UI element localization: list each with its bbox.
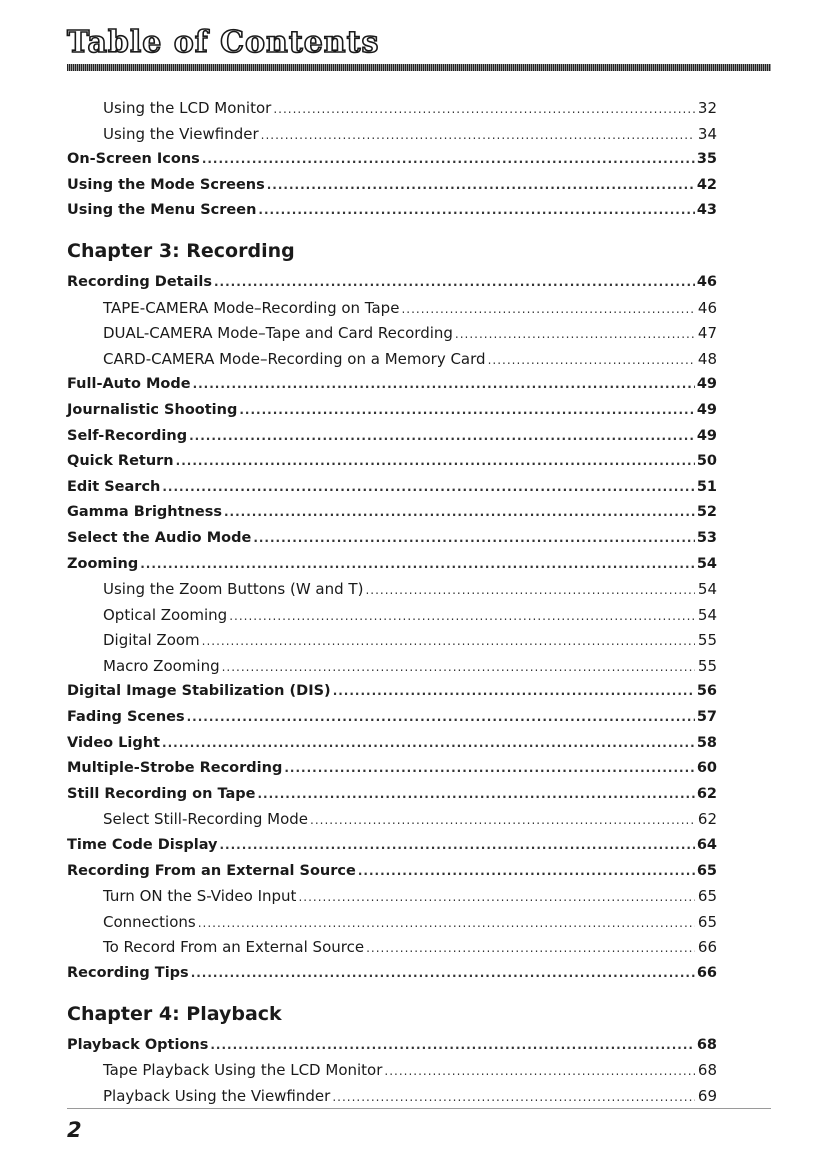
toc-entry (67, 833, 717, 859)
dot-leader (224, 500, 695, 526)
toc-entry-page: 47 (697, 324, 717, 343)
footer-rule (67, 1108, 771, 1109)
toc-entry-page: 50 (696, 453, 717, 470)
dot-leader (258, 198, 694, 224)
toc-entry (67, 398, 717, 424)
dot-leader (198, 911, 695, 937)
toc-entry-page: 35 (696, 151, 717, 168)
toc-entry-label: Digital Zoom (103, 631, 200, 650)
toc-entry-page: 66 (697, 938, 717, 957)
toc-entry (67, 756, 717, 782)
dot-leader (365, 578, 695, 604)
toc-entry-label: Self-Recording (67, 427, 188, 444)
dot-leader (384, 1059, 695, 1085)
toc-entry-page: 48 (697, 349, 717, 368)
toc-subentry (67, 654, 717, 680)
toc-entry-page: 46 (697, 298, 717, 317)
toc-entry-label: Playback Options (67, 1036, 209, 1053)
toc-entry-page: 54 (696, 555, 717, 572)
dot-leader (366, 936, 695, 962)
toc-entry (67, 147, 717, 173)
toc-entry-page: 68 (696, 1036, 717, 1053)
dot-leader (202, 147, 695, 173)
toc-entry-page: 57 (696, 709, 717, 726)
dot-leader (176, 449, 695, 475)
toc-entry-label: Digital Image Stabilization (DIS) (67, 683, 331, 700)
toc-entry-page: 68 (697, 1061, 717, 1080)
toc-entry-label: Select the Audio Mode (67, 529, 252, 546)
toc-subentry (67, 910, 717, 936)
toc-entry-label: Fading Scenes (67, 709, 185, 726)
toc-subentry (67, 321, 717, 347)
toc-entry (67, 424, 717, 450)
toc-entry-page: 54 (697, 605, 717, 624)
dot-leader (193, 372, 695, 398)
toc-entry-label: Using the LCD Monitor (103, 99, 272, 117)
toc-entry (67, 372, 717, 398)
toc-entry-page: 56 (696, 683, 717, 700)
toc-entry-page: 58 (696, 734, 717, 751)
toc-entry-label: Using the Viewfinder (103, 124, 259, 143)
dot-leader (455, 322, 695, 348)
toc-entry-page: 62 (697, 810, 717, 829)
toc-entry (67, 679, 717, 705)
toc-entry (67, 1033, 717, 1059)
toc-entry-page: 52 (696, 504, 717, 521)
toc-entry-page: 65 (696, 862, 717, 879)
toc-subentry (67, 1084, 717, 1110)
toc-entry-page: 65 (697, 887, 717, 906)
dot-leader (333, 679, 695, 705)
toc-entry-page: 60 (696, 760, 717, 777)
toc-entry-label: Tape Playback Using the LCD Monitor (103, 1061, 383, 1080)
toc-subentry (67, 347, 717, 373)
toc-entry-label: Gamma Brightness (67, 504, 222, 521)
toc-entry (67, 449, 717, 475)
toc-subentry (67, 296, 717, 322)
toc-entry-label: Multiple-Strobe Recording (67, 760, 283, 777)
toc-entry (67, 475, 717, 501)
toc-entry (67, 705, 717, 731)
dot-leader (332, 1085, 695, 1111)
chapter-heading: Chapter 4: Playback (67, 1002, 282, 1025)
toc-entry-label: Optical Zooming (103, 605, 228, 624)
dot-leader (191, 961, 695, 987)
dot-leader (189, 424, 695, 450)
dot-leader (222, 655, 695, 681)
dot-leader (298, 885, 695, 911)
toc-entry-label: CARD-CAMERA Mode–Recording on a Memory Card (103, 349, 486, 368)
toc-entry-label: Time Code Display (67, 837, 218, 854)
toc-entry-page: 55 (697, 656, 717, 675)
toc-entry-label: Using the Menu Screen (67, 202, 257, 219)
toc-entry (67, 731, 717, 757)
toc-entry-label: TAPE-CAMERA Mode–Recording on Tape (103, 298, 400, 317)
toc-entry (67, 552, 717, 578)
toc-entry-page: 34 (697, 124, 717, 143)
toc-entry-page: 49 (696, 401, 717, 418)
toc-entry-label: DUAL-CAMERA Mode–Tape and Card Recording (103, 324, 453, 343)
toc-entry-label: Recording From an External Source (67, 862, 356, 879)
toc-entry-page: 66 (696, 965, 717, 981)
toc-entry-label: Edit Search (67, 478, 161, 495)
toc-entry-label: Full-Auto Mode (67, 376, 191, 393)
toc-entry (67, 859, 717, 885)
toc-entry-label: Still Recording on Tape (67, 785, 256, 802)
toc-entry-label: Select Still-Recording Mode (103, 810, 309, 829)
toc-entry-page: 64 (696, 837, 717, 854)
dot-leader (267, 173, 695, 199)
page-number: 2 (67, 1118, 82, 1142)
toc-entry-page: 62 (696, 785, 717, 802)
toc-entry-page: 69 (697, 1086, 717, 1105)
toc-subentry (67, 603, 717, 629)
dot-leader (210, 1033, 694, 1059)
toc-entry-page: 49 (696, 376, 717, 393)
chapter-heading: Chapter 3: Recording (67, 239, 295, 262)
toc-entry (67, 782, 717, 808)
dot-leader (310, 808, 695, 834)
dot-leader (284, 756, 694, 782)
dot-leader (239, 398, 694, 424)
dot-leader (229, 604, 695, 630)
toc-entry-page: 49 (696, 427, 717, 444)
dot-leader (220, 833, 695, 859)
toc-subentry (67, 122, 717, 148)
title-rule (67, 64, 771, 71)
toc-entry-page: 32 (697, 99, 717, 117)
dot-leader (261, 123, 695, 149)
toc-entry-page: 43 (696, 202, 717, 219)
dot-leader (488, 348, 695, 374)
toc-entry-label: Recording Tips (67, 965, 189, 981)
toc-entry (67, 198, 717, 224)
toc-entry-label: Playback Using the Viewfinder (103, 1086, 331, 1105)
toc-entry-page: 53 (696, 529, 717, 546)
toc-entry-page: 65 (697, 912, 717, 931)
toc-subentry (67, 807, 717, 833)
dot-leader (214, 270, 695, 296)
dot-leader (258, 782, 695, 808)
toc-entry-label: Recording Details (67, 273, 212, 290)
page-title: Table of Contents (67, 25, 380, 60)
toc-subentry (67, 935, 717, 961)
toc-entry-label: Using the Mode Screens (67, 176, 265, 193)
toc-entry-label: Macro Zooming (103, 656, 220, 675)
toc-subentry (67, 628, 717, 654)
dot-leader (202, 629, 695, 655)
toc-entry-label: Video Light (67, 734, 161, 751)
dot-leader (358, 859, 695, 885)
toc-entry-page: 42 (696, 176, 717, 193)
dot-leader (162, 475, 694, 501)
dot-leader (273, 97, 695, 123)
table-of-contents (67, 96, 717, 1109)
toc-entry-page: 46 (696, 273, 717, 290)
toc-entry-label: Quick Return (67, 453, 174, 470)
toc-subentry (67, 884, 717, 910)
toc-entry-page: 51 (696, 478, 717, 495)
toc-entry (67, 173, 717, 199)
toc-entry-label: Zooming (67, 555, 139, 572)
toc-subentry (67, 1058, 717, 1084)
toc-entry-label: On-Screen Icons (67, 151, 200, 168)
toc-subentry (67, 577, 717, 603)
toc-entry-page: 55 (697, 631, 717, 650)
dot-leader (162, 731, 695, 757)
dot-leader (401, 297, 695, 323)
dot-leader (187, 705, 695, 731)
toc-entry-page: 54 (697, 580, 717, 599)
toc-entry-label: Journalistic Shooting (67, 401, 238, 418)
dot-leader (140, 552, 695, 578)
toc-entry-label: Turn ON the S-Video Input (103, 887, 297, 906)
toc-subentry (67, 96, 717, 122)
toc-entry (67, 526, 717, 552)
toc-entry (67, 270, 717, 296)
toc-entry (67, 500, 717, 526)
toc-entry-label: Connections (103, 912, 196, 931)
toc-entry-label: To Record From an External Source (103, 938, 365, 957)
toc-entry-label: Using the Zoom Buttons (W and T) (103, 580, 364, 599)
dot-leader (253, 526, 695, 552)
toc-entry (67, 961, 717, 987)
